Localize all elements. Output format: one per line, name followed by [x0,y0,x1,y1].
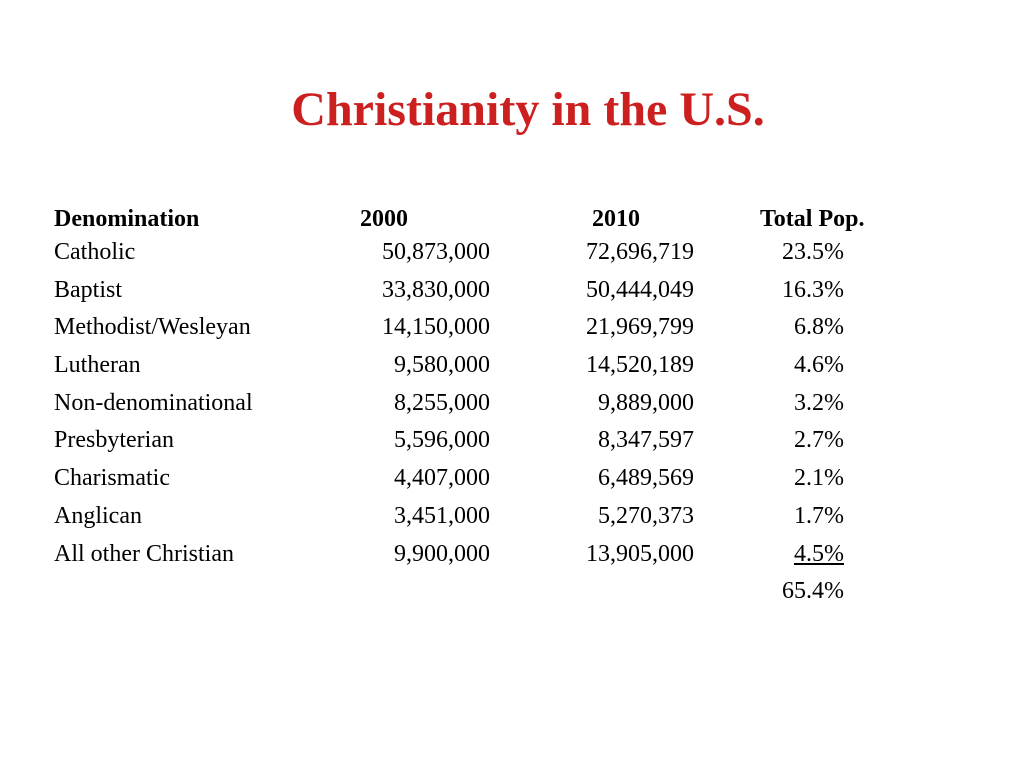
denomination-cell: All other Christian [54,540,234,567]
denomination-cell: Baptist [54,276,123,303]
value-2010-cell: 5,270,373 [598,502,694,529]
table-row [54,272,934,310]
value-2000-cell: 9,580,000 [394,352,490,379]
denomination-cell: Charismatic [54,465,170,492]
value-2000-cell: 33,830,000 [382,276,490,303]
total-pop-cell: 2.7% [794,427,844,454]
value-2000-cell: 14,150,000 [382,314,490,341]
total-pop-cell: 23.5% [782,239,844,265]
value-2010-cell: 50,444,049 [586,276,694,303]
total-pop-cell: 4.5% [794,540,844,567]
value-2010-cell: 6,489,569 [598,465,694,492]
table-row [54,385,934,423]
denomination-table [54,204,934,611]
total-pop-sum: 65.4% [782,578,844,605]
value-2010-cell: 13,905,000 [586,540,694,567]
total-row [54,573,934,611]
table-row [54,422,934,460]
value-2000-cell: 3,451,000 [394,502,490,529]
header-2000: 2000 [360,206,408,232]
value-2000-cell: 50,873,000 [382,239,490,265]
denomination-cell: Methodist/Wesleyan [54,314,251,341]
total-pop-cell: 3.2% [794,389,844,416]
denomination-cell: Presbyterian [54,427,174,454]
total-pop-cell: 1.7% [794,502,844,529]
total-pop-cell: 4.6% [794,352,844,379]
value-2010-cell: 9,889,000 [598,389,694,416]
header-denomination: Denomination [54,206,200,232]
value-2010-cell: 72,696,719 [586,239,694,265]
total-pop-cell: 2.1% [794,465,844,492]
denomination-cell: Anglican [54,502,142,529]
value-2000-cell: 9,900,000 [394,540,490,567]
value-2000-cell: 4,407,000 [394,465,490,492]
value-2010-cell: 14,520,189 [586,352,694,379]
table-row [54,460,934,498]
table-row [54,347,934,385]
table-row [54,309,934,347]
value-2000-cell: 5,596,000 [394,427,490,454]
slide-title: Christianity in the U.S. [291,83,765,136]
header-2010: 2010 [592,206,640,232]
value-2010-cell: 21,969,799 [586,314,694,341]
denomination-cell: Non-denominational [54,389,253,416]
total-pop-cell: 16.3% [782,276,844,303]
header-total-pop: Total Pop. [760,206,865,232]
denomination-cell: Lutheran [54,352,141,379]
value-2000-cell: 8,255,000 [394,389,490,416]
table-row [54,498,934,536]
value-2010-cell: 8,347,597 [598,427,694,454]
table-row [54,234,934,272]
denomination-cell: Catholic [54,239,136,265]
total-pop-cell: 6.8% [794,314,844,341]
table-row [54,536,934,574]
table-header-row [54,204,934,234]
